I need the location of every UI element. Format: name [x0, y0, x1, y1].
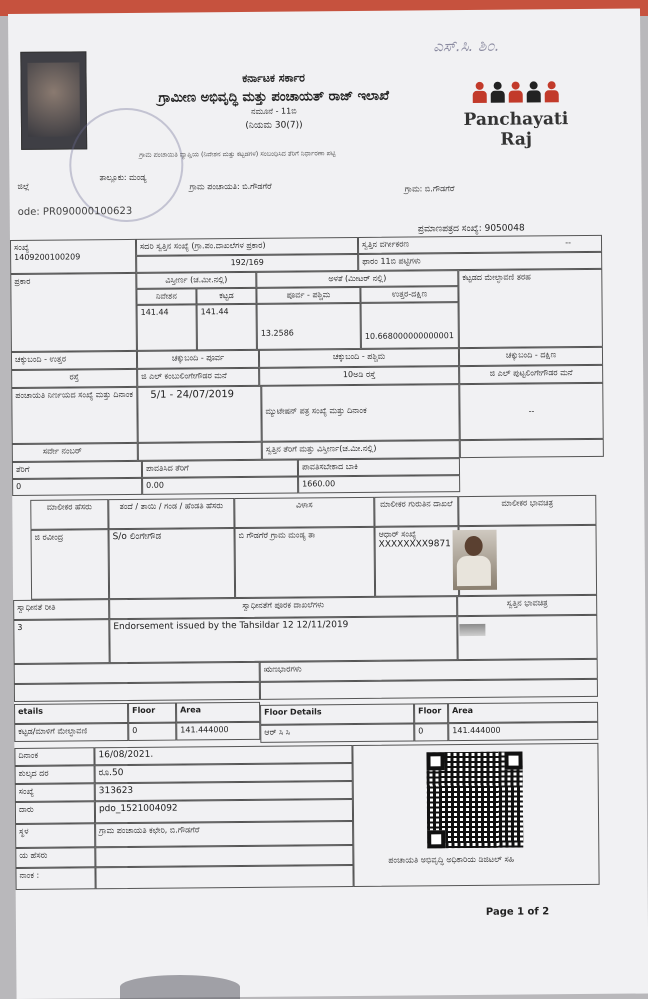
- owner-relation-header: ತಂದೆ / ತಾಯಿ / ಗಂಡ / ಹೆಂಡತಿ ಹೆಸರು: [108, 498, 234, 529]
- owner-photo: [453, 530, 498, 590]
- document-sheet: [8, 8, 648, 998]
- boundary-north-value: ರಸ್ತೆ: [11, 369, 137, 388]
- encumbrance-label: ಋಣಭಾರಗಳು: [260, 659, 598, 682]
- encumbrance-value: [260, 679, 598, 700]
- boundary-south-label: ಚಕ್ಕುಬಂದಿ - ದಕ್ಷಿಣ: [459, 347, 603, 366]
- resolution-value: 5/1 - 24/07/2019: [137, 386, 261, 443]
- owner-name: ಜಿ ರವೀಂದ್ರ: [31, 529, 110, 600]
- property-class-label: ಸ್ವತ್ತಿನ ವರ್ಗೀಕರಣ --: [358, 235, 602, 254]
- site-area-value: 141.44: [137, 304, 197, 351]
- owner-name-header: ಮಾಲೀಕರ ಹೆಸರು: [30, 499, 108, 530]
- fee-label: ಶುಲ್ಕದ ದರ: [15, 765, 95, 784]
- qr-code: [426, 752, 523, 849]
- district-label: ಜಿಲ್ಲೆ: [17, 181, 30, 191]
- property-class-value: ಫಾರಂ 11ಬಿ ಪಟ್ಟಿಗಳು: [358, 252, 602, 271]
- place-value: ಗ್ರಾಮ ಪಂಚಾಯತಿ ಕಛೇರಿ, ಬಿ.ಗೌಡಗೆರೆ: [95, 821, 353, 847]
- east-west-value: 13.2586: [257, 303, 361, 350]
- boundary-west-label: ಚಕ್ಕುಬಂದಿ - ಪಶ್ಚಿಮ: [259, 348, 459, 368]
- receipt-value: 313623: [95, 781, 353, 801]
- receipt-label: ಸಂಖ್ಯೆ: [15, 783, 95, 802]
- owner-relation: S/o ಲಿಂಗೇಗೌಡ: [108, 528, 235, 599]
- certificate-number: ಪ್ರಮಾಣಪತ್ರದ ಸಂಖ್ಯೆ: 9050048: [417, 223, 525, 235]
- site-label: ನಿವೇಶನ: [136, 288, 196, 305]
- page-number: Page 1 of 2: [485, 906, 550, 918]
- paid-tax-label: ಪಾವತಿಸಿದ ತೆರಿಗೆ: [142, 459, 298, 477]
- hand-shadow: [120, 975, 240, 999]
- owner-address-header: ವಿಳಾಸ: [234, 497, 374, 528]
- survey-label: ಸರ್ವೇ ನಂಬರ್: [12, 443, 138, 462]
- property-photo: [459, 624, 485, 636]
- sign-date-label: ನಾಂಕ :: [15, 867, 95, 890]
- boundary-west-value: 10ಅಡಿ ರಸ್ತೆ: [259, 366, 459, 386]
- gp-property-number-value: 192/169: [136, 254, 358, 273]
- dsc-label: ಪಂಚಾಯತಿ ಅಭಿವೃದ್ಧಿ ಅಧಿಕಾರಿಯ ಡಿಜಿಟಲ್ ಸಹಿ: [388, 854, 515, 865]
- acquisition-label: ಸ್ವಾಧೀನತೆ ರೀತಿ: [13, 599, 109, 620]
- name-label: ಯ ಹೆಸರು: [15, 847, 95, 868]
- handwritten-note: ಎಸ್.ಸಿ. ಶಿ೦.: [433, 36, 500, 56]
- encumbrance-left-cell: [14, 662, 260, 684]
- property-photo-cell: [457, 615, 597, 660]
- owner-address: ಬಿ ಗೌಡಗೆರೆ ಗ್ರಾಮ ಮಂಡ್ಯ ತಾ: [234, 527, 375, 598]
- department-title: ಗ್ರಾಮೀಣ ಅಭಿವೃದ್ಧಿ ಮತ್ತು ಪಂಚಾಯತ್ ರಾಜ್ ಇಲಾಖೆ: [158, 88, 390, 106]
- floors-right-floor-header: Floor: [414, 703, 448, 723]
- north-south-label: ಉತ್ತರ-ದಕ್ಷಿಣ: [360, 286, 458, 303]
- property-table: [8, 8, 648, 998]
- roof-type-label: ಕಟ್ಟಡದ ಮೇಲ್ಛಾವಣಿ ತರಹ: [458, 269, 603, 348]
- owner-photo-header: ಮಾಲೀಕರ ಭಾವಚಿತ್ರ: [458, 495, 596, 526]
- village-label: ಗ್ರಾಮ: ಬಿ.ಗೌಡಗೆರೆ: [404, 184, 455, 194]
- north-south-value: 10.668000000000001: [361, 302, 459, 349]
- place-label: ಸ್ಥಳ: [15, 823, 95, 848]
- boundary-east-value: ಜಿ ಎಲ್ ಕಂಬುಲಿಂಗೇಗೌಡರ ಮನೆ: [137, 368, 259, 387]
- due-tax-value: 1660.00: [298, 475, 460, 493]
- sign-date-value: [95, 865, 353, 889]
- property-photo-label: ಸ್ವತ್ತಿನ ಭಾವಚಿತ್ರ: [457, 595, 597, 616]
- form-description: ಗ್ರಾಮ ಪಂಚಾಯಿತಿ ವ್ಯಾಪ್ತಿಯ (ನಿವೇಶನ ಮತ್ತು ಕಟ್ಟಡಗಳ) ಸಂಬಂಧಿಸಿದ ತೆರಿಗೆ ನಿರ್ಧಾರಣಾ ಪಟ್ಟಿ: [139, 149, 336, 159]
- gp-label: ಗ್ರಾಮ ಪಂಚಾಯತಿ: ಬಿ.ಗೌಡಗೆರೆ: [189, 181, 272, 192]
- floors-right-area: 141.444000: [448, 722, 598, 741]
- acquisition-docs-label: ಸ್ವಾಧೀನತೆಗೆ ಪೂರಕ ದಾಖಲೆಗಳು: [109, 596, 457, 619]
- floors-right-floor: 0: [414, 723, 448, 741]
- pr-code: ode: PR090000100623: [17, 205, 133, 218]
- floors-right-header: Floor Details: [260, 703, 414, 724]
- floors-left-area: 141.444000: [176, 722, 260, 741]
- issue-date-value: 16/08/2021.: [94, 745, 352, 765]
- acquisition-docs-value: Endorsement issued by the Tahsildar 12 12/11/2019: [109, 616, 457, 663]
- owner-id-header: ಮಾಲೀಕರ ಗುರುತಿನ ದಾಖಲೆ: [374, 496, 458, 527]
- resolution-label: ಪಂಚಾಯತಿ ನಿರ್ಣಯದ ಸಂಖ್ಯೆ ಮತ್ತು ದಿನಾಂಕ: [11, 387, 137, 444]
- name-value: [95, 845, 353, 867]
- floors-left-floor: 0: [128, 723, 176, 741]
- issue-date-label: ದಿನಾಂಕ: [14, 747, 94, 766]
- boundary-south-value: ಜಿ ಎಲ್ ಪುಟ್ಟಲಿಂಗೇಗೌಡರ ಮನೆ: [459, 365, 603, 384]
- tax-label: ತೆರಿಗೆ: [12, 461, 142, 479]
- fee-value: ರೂ.50: [95, 763, 353, 783]
- floors-right-row-label: ಆರ್ ಸಿ ಸಿ: [260, 723, 414, 742]
- paid-tax-value: 0.00: [142, 476, 298, 494]
- tax-area-label: ಸ್ವತ್ತಿನ ತೆರಿಗೆ ಮತ್ತು ವಿಸ್ತೀರ್ಣ(ಚ.ಮೀ.ನಲ್ಲಿ): [262, 440, 460, 460]
- taluk-label: ತಾಲ್ಲೂಕು: ಮಂಡ್ಯ: [99, 172, 147, 183]
- property-number-cell: ಸಂಖ್ಯೆ 1409200100209: [10, 239, 136, 274]
- floors-left-row-label: ಕಟ್ಟಡ/ಮಾಳಿಗೆ ಮೇಲ್ಛಾವಣಿ: [14, 723, 128, 742]
- logo-text: Panchayati Raj: [463, 109, 569, 150]
- due-tax-label: ಪಾವತಿಸಬೇಕಾದ ಬಾಕಿ: [298, 458, 460, 476]
- boundary-east-label: ಚಕ್ಕುಬಂದಿ - ಪೂರ್ವ: [137, 350, 259, 369]
- floors-left-floor-header: Floor: [128, 703, 176, 723]
- dimension-label: ಅಳತೆ (ಮೀಟರ್ ನಲ್ಲಿ): [256, 270, 458, 288]
- east-west-label: ಪೂರ್ವ - ಪಶ್ಚಿಮ: [256, 287, 360, 304]
- building-label: ಕಟ್ಟಡ: [196, 288, 256, 305]
- mutation-label: ಮ್ಯುಟೇಷನ್ ಪತ್ರ ಸಂಖ್ಯೆ ಮತ್ತು ದಿನಾಂಕ: [261, 384, 459, 442]
- boundary-north-label: ಚಕ್ಕುಬಂದಿ - ಉತ್ತರ: [11, 351, 137, 370]
- rule-number: (ನಿಯಮ 30(7)): [245, 120, 303, 131]
- user-value: pdo_1521004092: [95, 799, 353, 823]
- floors-right-area-header: Area: [448, 702, 598, 723]
- type-cell: ಪ್ರಕಾರ: [10, 273, 137, 352]
- form-number: ನಮೂನೆ - 11ಬಿ: [251, 106, 297, 116]
- mutation-value: --: [459, 383, 603, 440]
- tax-area-value: [460, 439, 604, 458]
- building-area-value: 141.44: [197, 304, 257, 351]
- survey-value: [138, 442, 262, 461]
- owner-id: ಆಧಾರ್ ಸಂಖ್ಯೆ XXXXXXXX9871: [374, 526, 459, 597]
- acquisition-value: 3: [13, 619, 109, 664]
- floors-left-header: etails: [14, 703, 128, 724]
- area-label: ವಿಸ್ತೀರ್ಣ (ಚ.ಮೀ.ನಲ್ಲಿ): [136, 272, 256, 289]
- user-label: ದಾರು: [15, 801, 95, 824]
- floors-left-area-header: Area: [176, 702, 260, 723]
- govt-title: ಕರ್ನಾಟಕ ಸರ್ಕಾರ: [242, 71, 306, 85]
- encumbrance-spacer: [14, 682, 260, 702]
- tax-value: 0: [12, 478, 142, 496]
- gp-property-number-label: ಸದರಿ ಸ್ವತ್ತಿನ ಸಂಖ್ಯೆ (ಗ್ರಾ.ಪಂ.ದಾಖಲೆಗಳ ಪ್ರಕಾರ): [136, 237, 358, 256]
